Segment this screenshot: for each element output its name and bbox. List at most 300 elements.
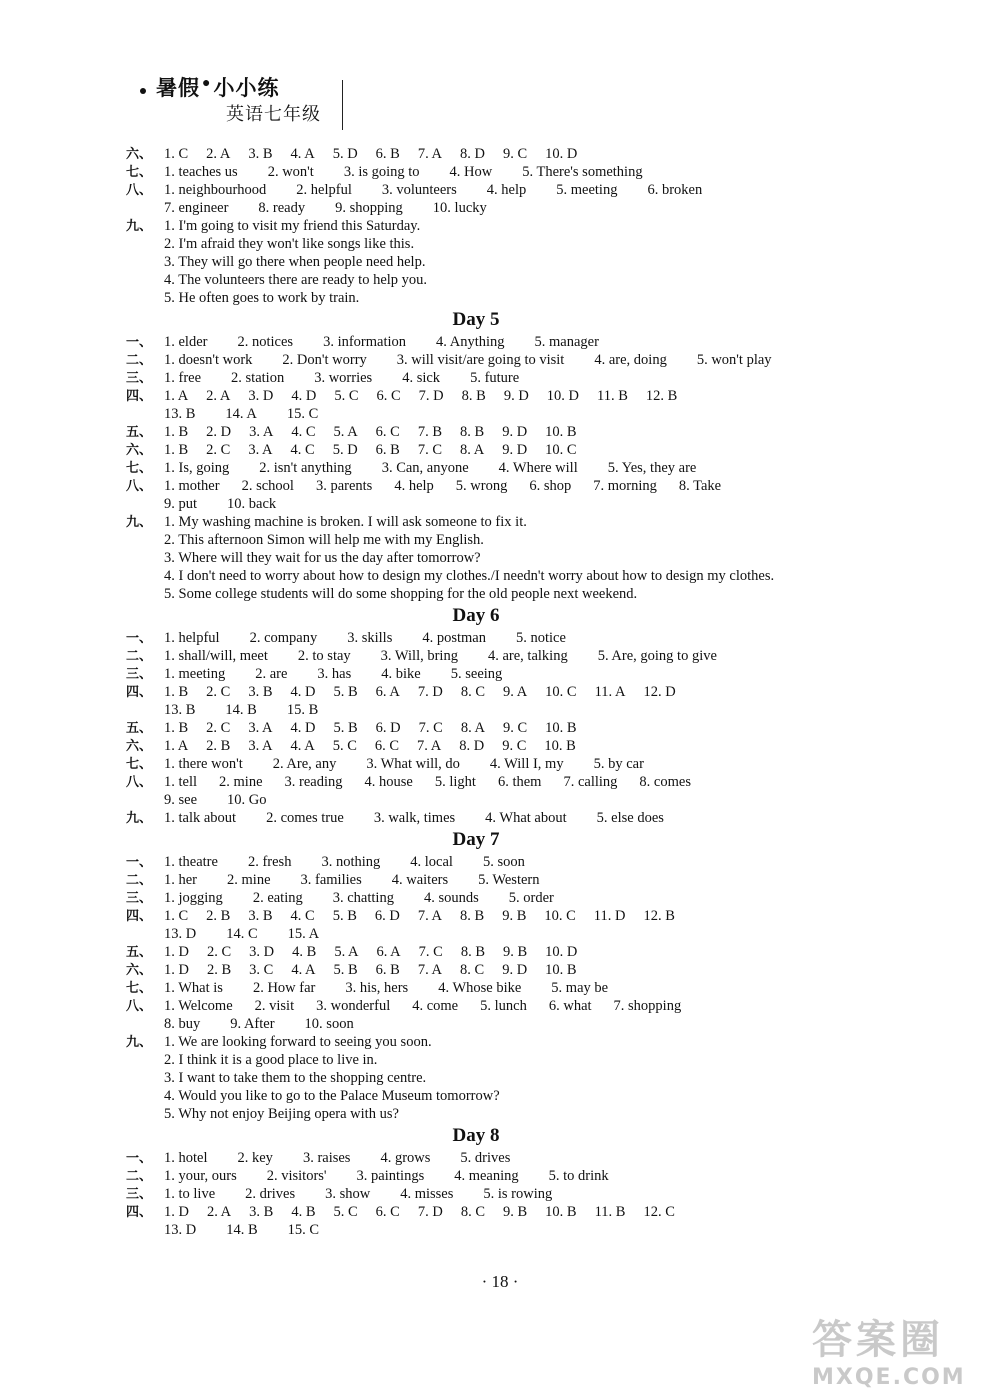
answer-item: 10. B — [545, 424, 577, 440]
answer-line — [126, 1149, 866, 1167]
answer-item: 3. Will, bring — [380, 648, 458, 664]
answer-line — [126, 773, 866, 791]
answer-item: 6. what — [548, 998, 592, 1014]
answer-item: 13. B — [164, 702, 196, 718]
page-number: · 18 · — [481, 1272, 519, 1291]
answer-item: 4. B — [291, 1204, 316, 1220]
answer-item: 3. wonderful — [316, 998, 391, 1014]
answer-item: 8. B — [460, 944, 485, 960]
answer-item: 5. C — [332, 738, 357, 754]
answer-item: 2. B — [206, 908, 231, 924]
answer-item: 4. sick — [402, 370, 441, 386]
bullet-dot-icon — [140, 88, 146, 94]
section-label: 九、 — [126, 219, 153, 234]
answer-item: 2. A — [206, 388, 231, 404]
answer-item: 5. He often goes to work by train. — [164, 290, 360, 306]
answer-line — [126, 145, 866, 163]
answer-line — [126, 665, 866, 683]
answer-item: 1. C — [164, 908, 189, 924]
answer-item: 5. B — [332, 908, 357, 924]
answer-item: 1. A — [164, 388, 189, 404]
section-label: 六、 — [126, 147, 153, 162]
answer-item: 4. meaning — [454, 1168, 519, 1184]
answer-item: 4. local — [410, 854, 453, 870]
answer-item: 1. B — [164, 684, 189, 700]
book-subtitle: 英语七年级 — [226, 104, 321, 124]
answer-item: 1. helpful — [164, 630, 220, 646]
answer-item: 1. We are looking forward to seeing you soon. — [164, 1034, 432, 1050]
answer-item: 15. B — [286, 702, 319, 718]
answer-item: 5. may be — [551, 980, 609, 996]
answer-item: 2. C — [206, 944, 232, 960]
answer-item: 2. mine — [219, 774, 263, 790]
answer-item: 2. station — [231, 370, 285, 386]
section-label: 六、 — [126, 963, 153, 978]
answer-item: 3. B — [248, 908, 273, 924]
answer-item: 9. C — [502, 738, 527, 754]
answer-item: 5. Some college students will do some shopping for the old people next weekend. — [164, 586, 638, 602]
answer-line — [126, 925, 866, 943]
answer-line — [126, 199, 866, 217]
section-label: 八、 — [126, 183, 153, 198]
answer-item: 3. worries — [314, 370, 373, 386]
answer-item: 10. soon — [304, 1016, 354, 1032]
answer-item: 7. B — [417, 424, 443, 440]
answer-line — [126, 459, 866, 477]
answer-item: 7. A — [417, 908, 443, 924]
answer-line — [126, 755, 866, 773]
answer-item: 5. drives — [460, 1150, 511, 1166]
answer-item: 4. are, talking — [487, 648, 568, 664]
answer-item: 10. back — [227, 496, 277, 512]
answer-line — [126, 791, 866, 809]
answer-item: 2. I'm afraid they won't like songs like this. — [164, 236, 415, 252]
answer-item: 7. morning — [593, 478, 657, 494]
section-label: 二、 — [126, 649, 153, 664]
section-label: 九、 — [126, 515, 153, 530]
answer-item: 14. B — [225, 702, 257, 718]
answer-line — [126, 369, 866, 387]
answer-item: 5. D — [332, 146, 358, 162]
answer-item: 9. A — [503, 684, 528, 700]
answer-line — [126, 351, 866, 369]
section-label: 三、 — [126, 667, 153, 682]
answer-item: 10. C — [544, 908, 576, 924]
answer-item: 1. Welcome — [164, 998, 233, 1014]
answer-line — [126, 163, 866, 181]
answer-item: 2. isn't anything — [259, 460, 352, 476]
answer-item: 9. C — [503, 146, 528, 162]
answer-item: 2. won't — [267, 164, 314, 180]
answer-item: 8. D — [459, 738, 485, 754]
day-heading: Day 8 — [452, 1125, 500, 1146]
section-label: 八、 — [126, 775, 153, 790]
answer-item: 13. D — [164, 926, 197, 942]
answer-item: 6. A — [376, 944, 401, 960]
answer-item: 2. notices — [237, 334, 294, 350]
answer-item: 10. C — [545, 684, 577, 700]
answer-line — [126, 1051, 866, 1069]
header-divider — [342, 80, 343, 130]
answer-line — [126, 683, 866, 701]
section-label: 四、 — [126, 1205, 153, 1220]
brand-main: 暑假 — [156, 76, 200, 100]
answer-item: 1. shall/will, meet — [164, 648, 268, 664]
answer-item: 2. school — [241, 478, 294, 494]
day-heading: Day 5 — [452, 309, 500, 330]
section-label: 二、 — [126, 1169, 153, 1184]
section-label: 七、 — [126, 981, 153, 996]
answer-item: 5. C — [333, 1204, 358, 1220]
section-label: 七、 — [126, 165, 153, 180]
answer-item: 3. D — [249, 944, 275, 960]
answer-line — [126, 405, 866, 423]
section-label: 八、 — [126, 479, 153, 494]
answer-line — [126, 1221, 866, 1239]
section-label: 六、 — [126, 739, 153, 754]
section-label: 五、 — [126, 425, 153, 440]
answer-line — [126, 1167, 866, 1185]
answer-line — [126, 217, 866, 235]
answer-item: 5. meeting — [556, 182, 618, 198]
answer-item: 8. B — [461, 388, 486, 404]
answer-item: 1. B — [164, 720, 189, 736]
answer-item: 2. A — [206, 1204, 232, 1220]
answer-item: 3. D — [248, 388, 274, 404]
answer-item: 1. B — [164, 442, 189, 458]
answer-item: 9. see — [164, 792, 198, 808]
answer-item: 14. B — [226, 1222, 258, 1238]
answer-item: 13. D — [164, 1222, 197, 1238]
answer-item: 1. What is — [164, 980, 223, 996]
section-label: 二、 — [126, 873, 153, 888]
answer-item: 4. D — [291, 388, 317, 404]
answer-item: 10. lucky — [432, 200, 487, 216]
answer-item: 7. C — [418, 720, 443, 736]
answer-item: 7. C — [418, 944, 443, 960]
answer-item: 4. C — [290, 442, 315, 458]
answer-item: 2. to stay — [297, 648, 351, 664]
answer-item: 9. B — [502, 908, 527, 924]
answer-item: 1. teaches us — [164, 164, 238, 180]
answer-item: 1. D — [164, 962, 189, 978]
watermark — [812, 1308, 992, 1390]
answer-item: 1. C — [164, 146, 189, 162]
section-label: 三、 — [126, 891, 153, 906]
answer-item: 3. B — [249, 1204, 274, 1220]
answer-item: 2. D — [206, 424, 232, 440]
answer-item: 9. After — [230, 1016, 275, 1032]
answer-line — [126, 585, 866, 603]
answer-item: 15. C — [287, 1222, 320, 1238]
answer-line — [126, 531, 866, 549]
answer-item: 5. B — [333, 962, 358, 978]
answer-item: 5. to drink — [548, 1168, 609, 1184]
answer-line — [126, 333, 866, 351]
section-label: 四、 — [126, 909, 153, 924]
answer-item: 5. Yes, they are — [607, 460, 697, 476]
answer-item: 9. shopping — [335, 200, 403, 216]
answer-item: 15. A — [287, 926, 320, 942]
answer-line — [126, 997, 866, 1015]
brand-dot: ● — [202, 76, 212, 91]
answer-item: 1. hotel — [164, 1150, 208, 1166]
answer-item: 7. A — [417, 146, 443, 162]
answer-item: 12. D — [643, 684, 676, 700]
answer-item: 7. calling — [563, 774, 618, 790]
answer-item: 9. D — [503, 388, 529, 404]
answer-item: 4. are, doing — [594, 352, 667, 368]
answer-item: 8. A — [460, 720, 485, 736]
answer-item: 11. B — [597, 388, 628, 404]
answer-item: 9. D — [502, 424, 528, 440]
answer-line — [126, 477, 866, 495]
answer-item: 2. fresh — [247, 854, 292, 870]
answer-item: 8. ready — [258, 200, 306, 216]
answer-item: 4. Would you like to go to the Palace Museum tomorrow? — [164, 1088, 500, 1104]
answer-item: 4. grows — [380, 1150, 431, 1166]
section-label: 四、 — [126, 389, 153, 404]
answer-line — [126, 513, 866, 531]
answer-line — [126, 181, 866, 199]
section-label: 七、 — [126, 461, 153, 476]
answer-item: 4. How — [449, 164, 493, 180]
answer-item: 7. C — [417, 442, 443, 458]
answer-item: 3. A — [248, 442, 273, 458]
answer-item: 3. parents — [315, 478, 373, 494]
answer-item: 8. B — [460, 908, 485, 924]
answer-item: 1. elder — [164, 334, 208, 350]
answer-item: 5. is rowing — [483, 1186, 553, 1202]
answer-item: 9. D — [502, 442, 528, 458]
answer-item: 2. are — [255, 666, 288, 682]
answer-item: 3. his, hers — [345, 980, 409, 996]
answer-item: 2. visit — [254, 998, 295, 1014]
answer-item: 3. volunteers — [381, 182, 457, 198]
watermark-title: 答案圈 — [812, 1317, 944, 1363]
answer-line — [126, 889, 866, 907]
answer-item: 1. D — [164, 1204, 189, 1220]
answer-item: 4. I don't need to worry about how to design my clothes./I needn't worry about how to design my clothes. — [164, 568, 775, 584]
answer-item: 7. D — [417, 1204, 443, 1220]
book-brand — [156, 76, 279, 100]
answer-item: 5. A — [333, 424, 358, 440]
answer-line — [126, 1185, 866, 1203]
answer-item: 11. B — [594, 1204, 626, 1220]
answer-item: 15. C — [286, 406, 319, 422]
answer-item: 8. B — [460, 424, 485, 440]
section-label: 三、 — [126, 1187, 153, 1202]
answer-item: 4. A — [290, 738, 315, 754]
answer-line — [126, 647, 866, 665]
answer-line — [126, 549, 866, 567]
answer-item: 7. D — [418, 388, 444, 404]
answer-item: 1. your, ours — [164, 1168, 237, 1184]
answer-item: 1. tell — [164, 774, 198, 790]
answer-item: 7. shopping — [613, 998, 682, 1014]
answer-item: 8. C — [460, 684, 485, 700]
answer-item: 4. A — [291, 962, 316, 978]
answer-item: 2. drives — [245, 1186, 296, 1202]
answer-item: 4. C — [291, 424, 316, 440]
section-label: 四、 — [126, 685, 153, 700]
answer-item: 2. key — [237, 1150, 273, 1166]
answer-item: 1. there won't — [164, 756, 243, 772]
answer-item: 12. B — [643, 908, 675, 924]
answer-line — [126, 1069, 866, 1087]
answer-item: 3. walk, times — [373, 810, 456, 826]
answer-item: 8. comes — [639, 774, 691, 790]
answer-item: 9. D — [502, 962, 528, 978]
section-label: 六、 — [126, 443, 153, 458]
section-label: 一、 — [126, 631, 153, 646]
answer-item: 3. raises — [302, 1150, 351, 1166]
answer-item: 8. A — [460, 442, 485, 458]
answer-item: 2. visitors' — [266, 1168, 327, 1184]
answer-item: 1. doesn't work — [164, 352, 253, 368]
answer-item: 2. C — [206, 684, 231, 700]
answer-line — [126, 1105, 866, 1123]
section-label: 九、 — [126, 1035, 153, 1050]
answer-item: 10. B — [544, 738, 576, 754]
answer-item: 4. Will I, my — [489, 756, 564, 772]
answer-item: 4. D — [290, 720, 316, 736]
answer-item: 3. nothing — [321, 854, 381, 870]
answer-item: 3. show — [325, 1186, 371, 1202]
answer-item: 8. Take — [678, 478, 722, 494]
answer-item: 5. future — [470, 370, 520, 386]
answer-item: 2. A — [206, 146, 231, 162]
section-label: 七、 — [126, 757, 153, 772]
answer-item: 1. I'm going to visit my friend this Saturday. — [164, 218, 421, 234]
answer-item: 1. mother — [164, 478, 220, 494]
answer-item: 5. soon — [482, 854, 525, 870]
answer-item: 4. postman — [422, 630, 486, 646]
answer-item: 3. Where will they wait for us the day after tomorrow? — [164, 550, 481, 566]
answer-item: 2. Are, any — [272, 756, 337, 772]
answer-item: 5. B — [333, 684, 358, 700]
answer-line — [126, 235, 866, 253]
answer-line — [126, 961, 866, 979]
answer-line — [126, 387, 866, 405]
answer-line — [126, 495, 866, 513]
answer-item: 1. jogging — [164, 890, 223, 906]
answer-line — [126, 271, 866, 289]
answer-item: 4. Whose bike — [438, 980, 522, 996]
answer-item: 4. come — [412, 998, 459, 1014]
answer-item: 1. B — [164, 424, 189, 440]
answer-item: 2. B — [206, 962, 232, 978]
answer-item: 3. chatting — [332, 890, 394, 906]
answer-item: 10. D — [545, 146, 578, 162]
answer-item: 12. C — [643, 1204, 675, 1220]
answer-line — [126, 701, 866, 719]
section-label: 五、 — [126, 945, 153, 960]
answer-item: 4. A — [290, 146, 315, 162]
answer-item: 4. help — [486, 182, 527, 198]
answer-item: 4. waiters — [391, 872, 449, 888]
answer-item: 5. light — [434, 774, 476, 790]
answer-item: 10. D — [546, 388, 580, 404]
answer-item: 2. This afternoon Simon will help me with my English. — [164, 532, 484, 548]
answer-item: 2. company — [249, 630, 318, 646]
answer-item: 10. Go — [227, 792, 267, 808]
answer-line — [126, 853, 866, 871]
answer-line — [126, 907, 866, 925]
answer-item: 2. eating — [252, 890, 303, 906]
answer-line — [126, 567, 866, 585]
answer-item: 4. house — [364, 774, 413, 790]
answer-line — [126, 629, 866, 647]
day-heading: Day 6 — [452, 605, 500, 626]
answer-line — [126, 1203, 866, 1221]
answer-item: 8. C — [460, 962, 485, 978]
watermark-url: MXQE.COM — [812, 1365, 966, 1390]
answer-line — [126, 1087, 866, 1105]
answer-item: 6. them — [497, 774, 542, 790]
answer-item: 3. paintings — [356, 1168, 425, 1184]
answer-item: 1. theatre — [164, 854, 218, 870]
answer-item: 2. mine — [227, 872, 271, 888]
answer-item: 9. B — [503, 1204, 528, 1220]
answer-item: 4. Anything — [436, 334, 505, 350]
answer-item: 5. C — [334, 388, 359, 404]
answer-line — [126, 737, 866, 755]
answer-item: 4. What about — [485, 810, 567, 826]
answer-item: 1. My washing machine is broken. I will ask someone to fix it. — [164, 514, 527, 530]
answer-item: 10. B — [545, 962, 577, 978]
answer-item: 1. D — [164, 944, 189, 960]
answer-item: 1. talk about — [164, 810, 237, 826]
answer-item: 3. A — [249, 424, 274, 440]
answer-item: 5. order — [508, 890, 554, 906]
answer-item: 2. helpful — [296, 182, 352, 198]
answer-item: 10. C — [545, 442, 577, 458]
section-label: 八、 — [126, 999, 153, 1014]
answer-item: 3. skills — [347, 630, 393, 646]
answer-item: 3. B — [248, 146, 273, 162]
answer-line — [126, 1033, 866, 1051]
answer-item: 5. else does — [596, 810, 664, 826]
book-header — [140, 72, 321, 124]
day-heading: Day 7 — [452, 829, 500, 850]
section-label: 五、 — [126, 721, 153, 736]
answer-item: 5. D — [332, 442, 358, 458]
answer-item: 6. B — [375, 442, 400, 458]
answer-item: 3. B — [248, 684, 273, 700]
answer-item: 5. Why not enjoy Beijing opera with us? — [164, 1106, 399, 1122]
answer-item: 6. B — [375, 962, 400, 978]
answer-key-body — [126, 145, 866, 1239]
answer-line — [126, 943, 866, 961]
answer-line — [126, 1015, 866, 1033]
answer-item: 6. D — [374, 908, 400, 924]
answer-item: 8. buy — [164, 1016, 201, 1032]
answer-item: 6. C — [376, 388, 401, 404]
answer-item: 6. C — [375, 1204, 400, 1220]
answer-item: 1. to live — [164, 1186, 216, 1202]
answer-item: 13. B — [164, 406, 196, 422]
answer-item: 3. reading — [284, 774, 343, 790]
answer-item: 10. B — [545, 720, 577, 736]
answer-item: 6. C — [375, 424, 400, 440]
answer-item: 2. B — [206, 738, 231, 754]
answer-item: 8. D — [460, 146, 485, 162]
answer-item: 7. A — [417, 962, 443, 978]
answer-item: 3. I want to take them to the shopping centre. — [164, 1070, 427, 1086]
section-label: 三、 — [126, 371, 153, 386]
answer-item: 14. C — [226, 926, 258, 942]
